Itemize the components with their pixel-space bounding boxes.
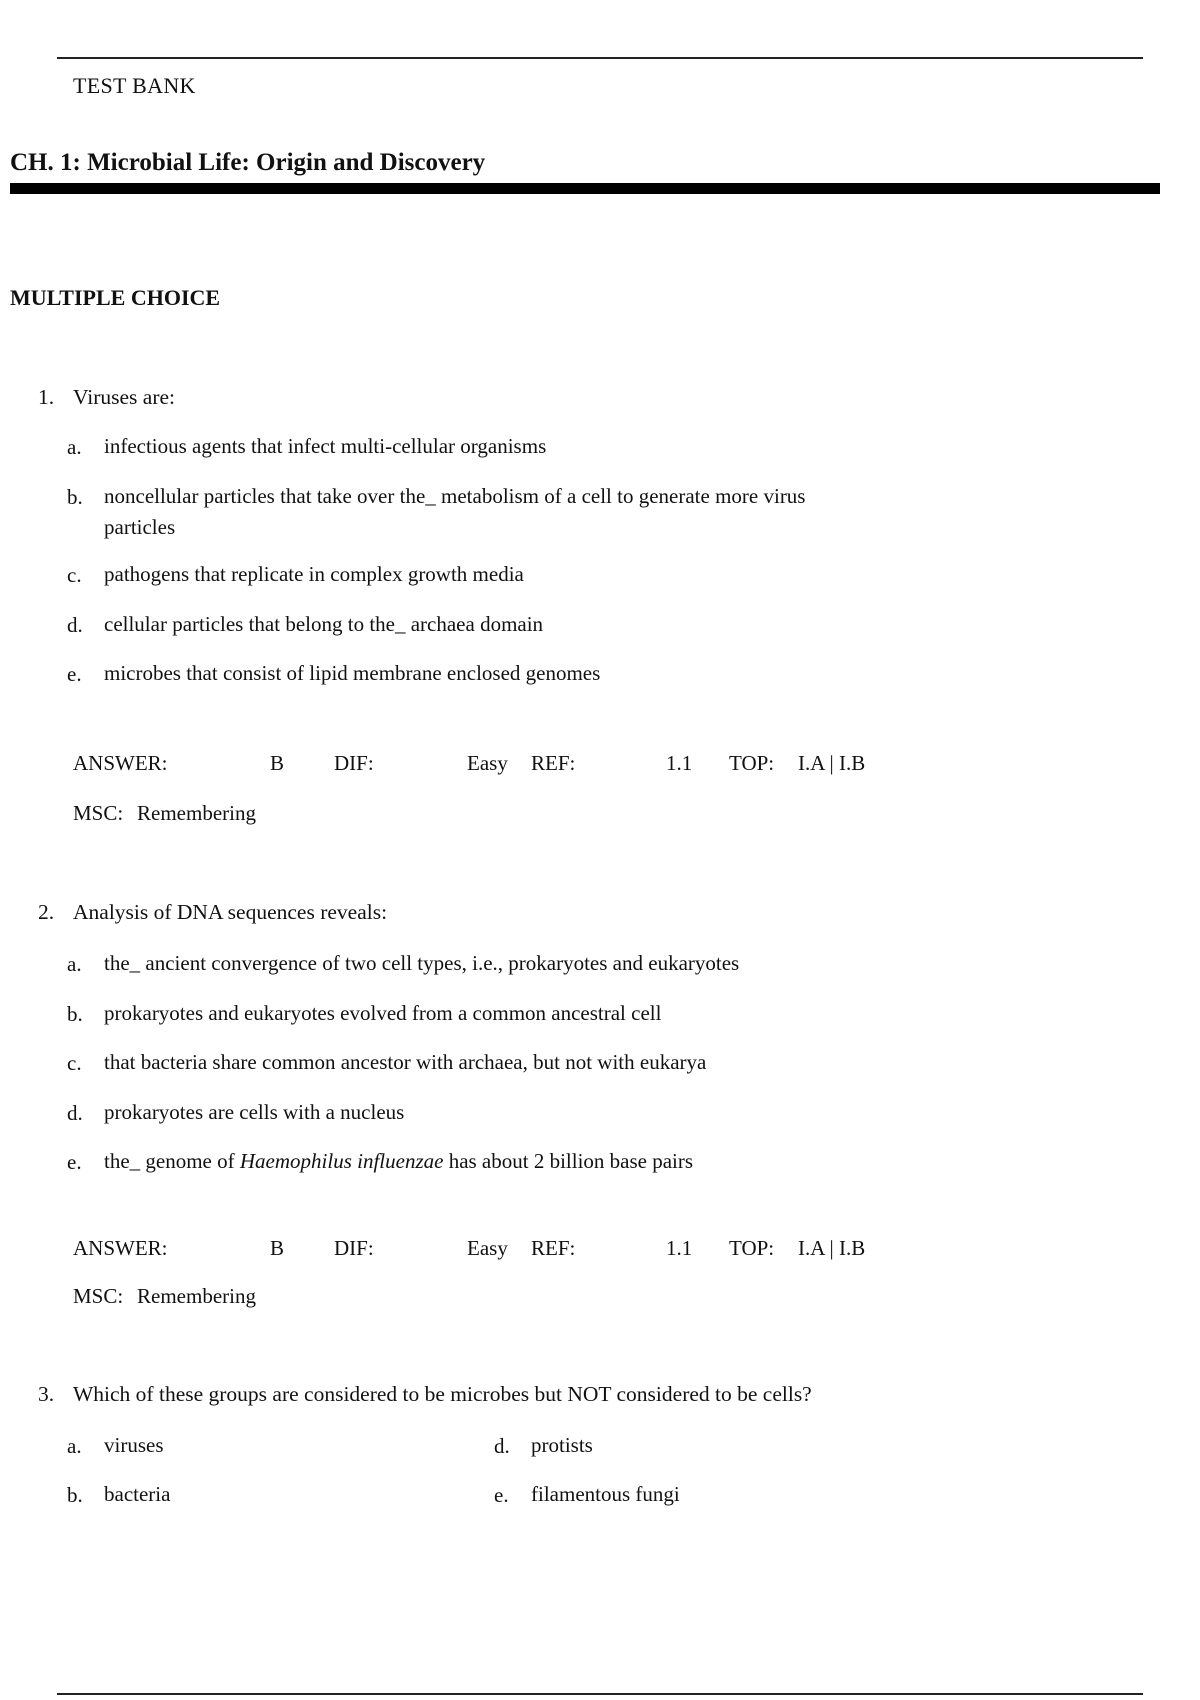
option-letter: d.: [67, 613, 83, 637]
top-value: I.A | I.B: [798, 751, 866, 775]
msc-label: MSC:: [73, 1284, 124, 1308]
option-text: prokaryotes and eukaryotes evolved from a common ancestral cell: [104, 1001, 662, 1025]
option-letter: e.: [67, 662, 82, 686]
option-text: prokaryotes are cells with a nucleus: [104, 1100, 405, 1124]
top-rule: [57, 57, 1143, 59]
option-letter: b.: [67, 1002, 83, 1026]
option-letter: b.: [67, 485, 83, 509]
option-text: infectious agents that infect multi-cellular organisms: [104, 434, 547, 458]
option-text: bacteria: [104, 1482, 171, 1506]
option-letter: e.: [67, 1150, 82, 1174]
option-text: cellular particles that belong to the_ archaea domain: [104, 612, 544, 636]
option-letter: c.: [67, 1051, 82, 1075]
option-letter: a.: [67, 952, 82, 976]
answer-label: ANSWER:: [73, 751, 168, 775]
option-text: filamentous fungi: [531, 1482, 680, 1506]
ref-label: REF:: [531, 751, 576, 775]
option-text: that bacteria share common ancestor with archaea, but not with eukarya: [104, 1050, 707, 1074]
option-letter: b.: [67, 1483, 83, 1507]
option-text-before: the_ genome of: [104, 1149, 240, 1173]
species-name: Haemophilus influenzae: [239, 1149, 444, 1173]
option-text: noncellular particles that take over the_ metabolism of a cell to generate more virus particles: [104, 484, 806, 539]
ref-value: 1.1: [666, 1236, 693, 1260]
option-text: microbes that consist of lipid membrane enclosed genomes: [104, 661, 601, 685]
section-title: MULTIPLE CHOICE: [10, 285, 221, 310]
chapter-rule: [10, 183, 1160, 194]
header-label: TEST BANK: [73, 73, 196, 98]
question-number: 1.: [38, 385, 55, 409]
ref-label: REF:: [531, 1236, 576, 1260]
question-number: 2.: [38, 900, 55, 924]
msc-value: Remembering: [137, 1284, 256, 1308]
option-text: [104, 1146, 693, 1177]
option-text: viruses: [104, 1433, 164, 1457]
option-text: pathogens that replicate in complex growth media: [104, 562, 524, 586]
question-number: 3.: [38, 1382, 55, 1406]
option-letter: a.: [67, 435, 82, 459]
dif-value: Easy: [467, 1236, 508, 1260]
option-letter: d.: [494, 1434, 510, 1458]
msc-label: MSC:: [73, 801, 124, 825]
option-letter: d.: [67, 1101, 83, 1125]
option-text-after: has about 2 billion base pairs: [443, 1149, 694, 1173]
ref-value: 1.1: [666, 751, 693, 775]
top-label: TOP:: [729, 1236, 775, 1260]
answer-value: B: [270, 751, 285, 775]
question-text: Viruses are:: [73, 385, 175, 409]
question-text: Analysis of DNA sequences reveals:: [73, 900, 388, 924]
option-letter: c.: [67, 563, 82, 587]
answer-label: ANSWER:: [73, 1236, 168, 1260]
chapter-title: CH. 1: Microbial Life: Origin and Discovery: [10, 149, 486, 176]
msc-value: Remembering: [137, 801, 256, 825]
top-value: I.A | I.B: [798, 1236, 866, 1260]
dif-label: DIF:: [334, 1236, 374, 1260]
dif-value: Easy: [467, 751, 508, 775]
option-letter: a.: [67, 1434, 82, 1458]
option-text: protists: [531, 1433, 593, 1457]
dif-label: DIF:: [334, 751, 374, 775]
answer-value: B: [270, 1236, 285, 1260]
top-label: TOP:: [729, 751, 775, 775]
question-text: Which of these groups are considered to be microbes but NOT considered to be cells?: [73, 1382, 812, 1406]
option-text: the_ ancient convergence of two cell types, i.e., prokaryotes and eukaryotes: [104, 951, 740, 975]
bottom-rule: [57, 1693, 1143, 1695]
option-letter: e.: [494, 1483, 509, 1507]
